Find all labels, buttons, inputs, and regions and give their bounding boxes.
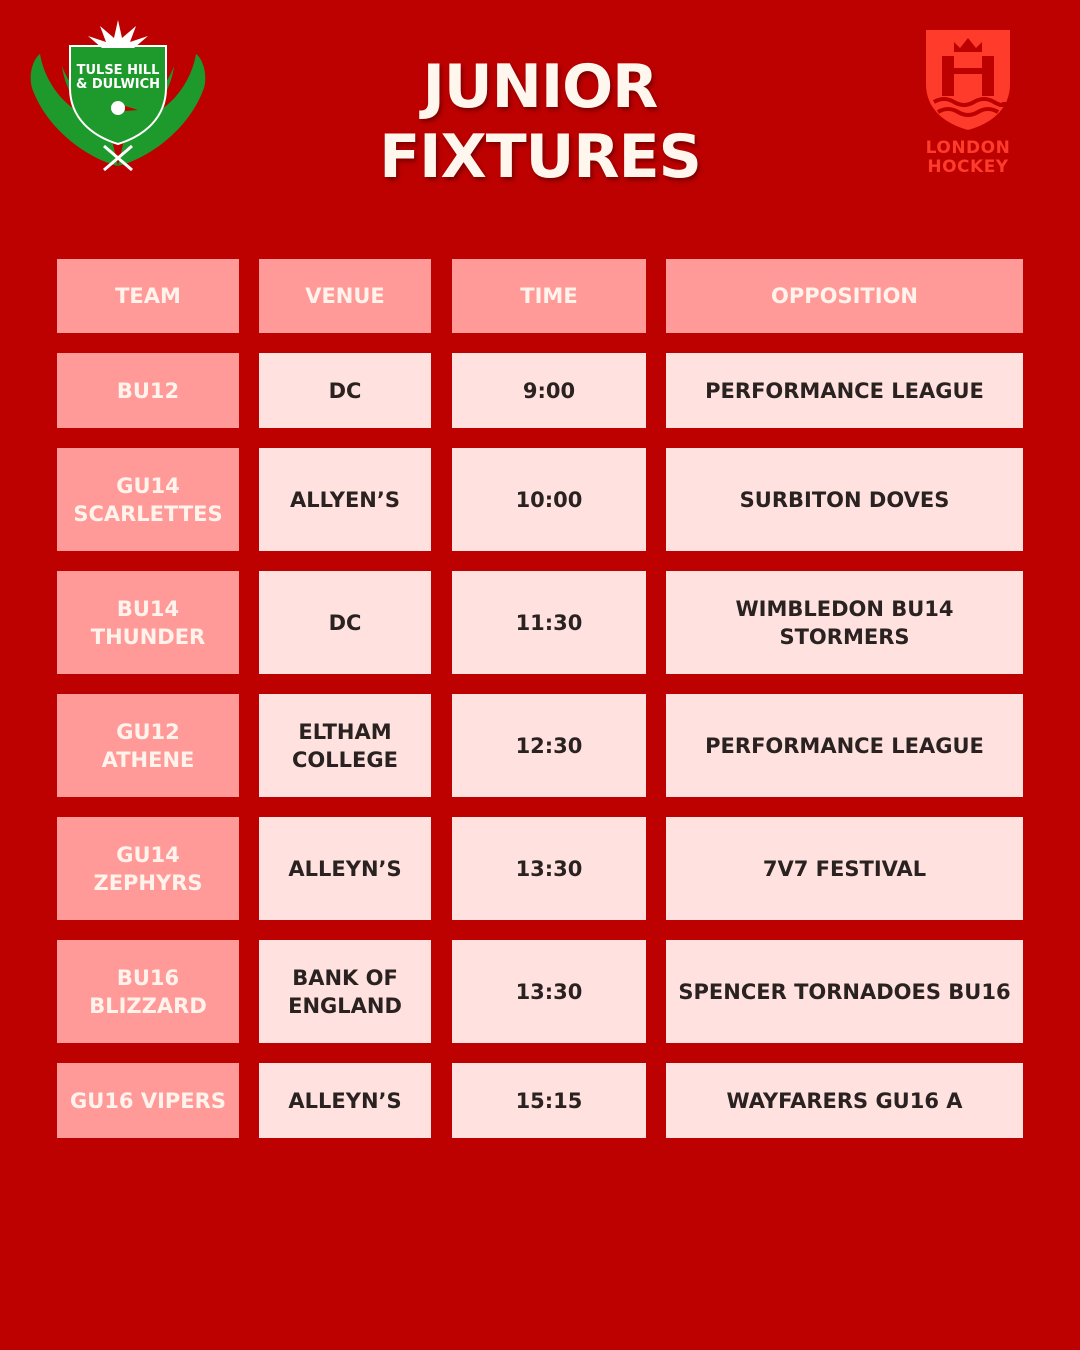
row-5-time: 13:30: [452, 817, 646, 920]
row-2-time: 10:00: [452, 448, 646, 551]
row-6-opposition: SPENCER TORNADOES BU16: [666, 940, 1023, 1043]
row-7-time: 15:15: [452, 1063, 646, 1138]
row-4-time: 12:30: [452, 694, 646, 797]
header-time: TIME: [452, 259, 646, 333]
row-4-opposition: PERFORMANCE LEAGUE: [666, 694, 1023, 797]
header-venue: VENUE: [259, 259, 431, 333]
london-hockey-wordmark: [900, 139, 1036, 177]
row-2-opposition: SURBITON DOVES: [666, 448, 1023, 551]
row-2-team: GU14 SCARLETTES: [57, 448, 239, 551]
london-hockey-line2: HOCKEY: [927, 157, 1009, 177]
page-title: JUNIOR FIXTURES: [379, 52, 701, 192]
row-3-team: BU14 THUNDER: [57, 571, 239, 674]
header-team: TEAM: [57, 259, 239, 333]
header-opposition: OPPOSITION: [666, 259, 1023, 333]
row-1-time: 9:00: [452, 353, 646, 428]
row-6-venue: BANK OF ENGLAND: [259, 940, 431, 1043]
row-3-venue: DC: [259, 571, 431, 674]
row-5-opposition: 7V7 FESTIVAL: [666, 817, 1023, 920]
row-4-venue: ELTHAM COLLEGE: [259, 694, 431, 797]
row-7-team: GU16 VIPERS: [57, 1063, 239, 1138]
crest-text-line2: & DULWICH: [75, 77, 161, 92]
row-3-opposition: WIMBLEDON BU14 STORMERS: [666, 571, 1023, 674]
row-7-opposition: WAYFARERS GU16 A: [666, 1063, 1023, 1138]
tulse-hill-dulwich-logo: [26, 18, 210, 178]
row-4-team: GU12 ATHENE: [57, 694, 239, 797]
london-hockey-line1: LONDON: [925, 138, 1011, 158]
row-5-team: GU14 ZEPHYRS: [57, 817, 239, 920]
row-3-time: 11:30: [452, 571, 646, 674]
crest-text-line1: TULSE HILL: [76, 63, 160, 78]
row-6-time: 13:30: [452, 940, 646, 1043]
london-hockey-logo: [920, 22, 1016, 132]
row-7-venue: ALLEYN’S: [259, 1063, 431, 1138]
row-2-venue: ALLYEN’S: [259, 448, 431, 551]
row-1-venue: DC: [259, 353, 431, 428]
row-5-venue: ALLEYN’S: [259, 817, 431, 920]
row-1-opposition: PERFORMANCE LEAGUE: [666, 353, 1023, 428]
row-6-team: BU16 BLIZZARD: [57, 940, 239, 1043]
row-1-team: BU12: [57, 353, 239, 428]
